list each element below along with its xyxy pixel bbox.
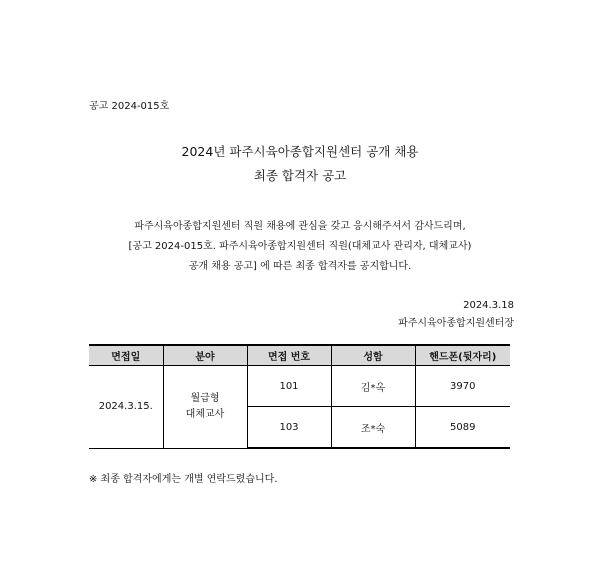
header-interview-date: 면접일 (89, 345, 163, 366)
header-name: 성함 (331, 345, 415, 366)
announcement-date: 2024.3.18 (463, 300, 514, 311)
interview-number-cell: 101 (247, 366, 331, 407)
announcement-body (0, 217, 600, 277)
field-cell (163, 366, 247, 449)
phone-cell: 5089 (415, 407, 510, 449)
footnote: ※ 최종 합격자에게는 개별 연락드렸습니다. (89, 474, 278, 485)
header-phone: 핸드폰(뒷자리) (415, 345, 510, 366)
header-interview-number: 면접 번호 (247, 345, 331, 366)
table-row (89, 366, 510, 407)
result-table (89, 344, 510, 449)
document-subtitle: 최종 합격자 공고 (253, 168, 347, 183)
interview-date-cell: 2024.3.15. (89, 366, 163, 449)
table-header-row (89, 345, 510, 366)
field-line: 대체교사 (185, 408, 225, 420)
header-field: 분야 (163, 345, 247, 366)
name-cell: 조*숙 (331, 407, 415, 449)
notice-number: 공고 2024-015호 (89, 101, 170, 112)
interview-number-cell: 103 (247, 407, 331, 449)
body-line: 파주시육아종합지원센터 직원 채용에 관심을 갖고 응시해주셔서 감사드리며, (134, 221, 466, 232)
issuer-name: 파주시육아종합지원센터장 (398, 318, 514, 329)
body-line: 공개 채용 공고] 에 따른 최종 합격자를 공지합니다. (188, 261, 412, 272)
name-cell: 김*옥 (331, 366, 415, 407)
phone-cell: 3970 (415, 366, 510, 407)
field-line: 월급형 (190, 392, 220, 404)
document-title: 2024년 파주시육아종합지원센터 공개 채용 (181, 144, 419, 159)
body-line: [공고 2024-015호. 파주시육아종합지원센터 직원(대체교사 관리자, 대체교사) (128, 241, 472, 252)
